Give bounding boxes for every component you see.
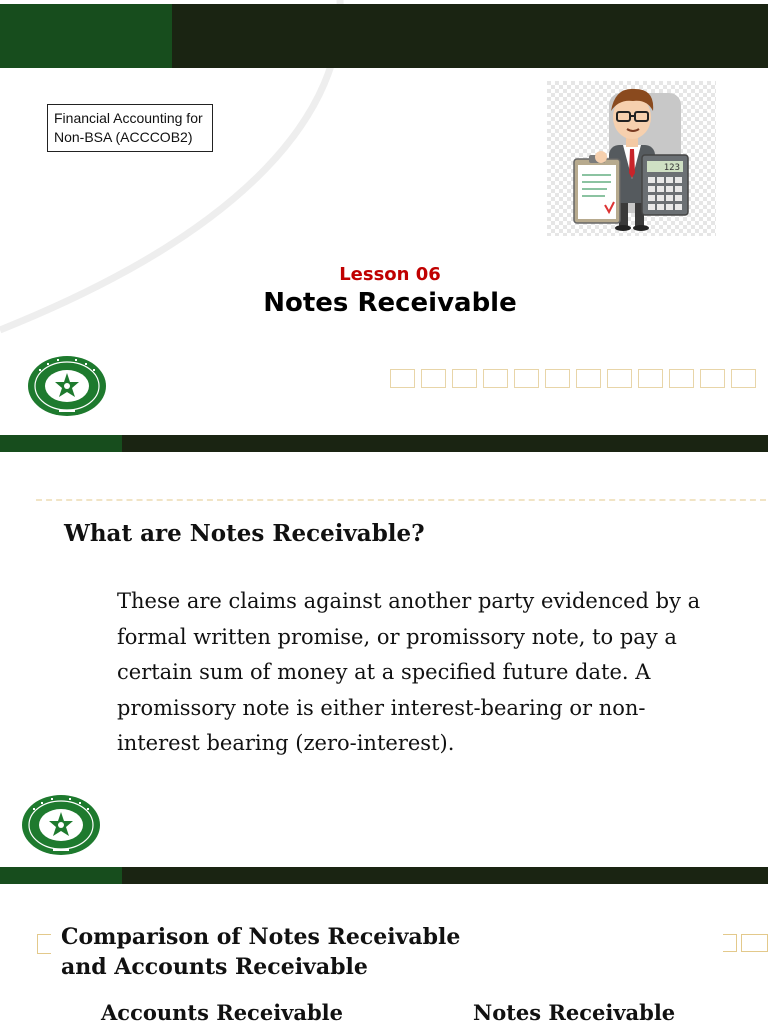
decorative-bracket	[723, 934, 737, 952]
slide-title: What are Notes Receivable?	[64, 520, 425, 547]
title-slide	[0, 0, 768, 452]
top-banner	[0, 4, 768, 68]
definition-text	[117, 584, 737, 762]
definition-line: promissory note is either interest-bearing or non-	[117, 695, 646, 720]
course-name-line2: Non-BSA (ACCCOB2)	[54, 129, 193, 145]
definition-line: interest bearing (zero-interest).	[117, 731, 455, 755]
course-name-line1: Financial Accounting for	[54, 110, 203, 126]
calculator-display: 123	[663, 163, 680, 173]
slide-title	[61, 922, 460, 982]
slide-title-line1: Comparison of Notes Receivable	[61, 924, 461, 950]
accountant-illustration-icon	[547, 81, 716, 236]
column-header-accounts-receivable: Accounts Receivable	[101, 1000, 344, 1024]
decorative-dashes	[36, 499, 766, 501]
course-label-box	[47, 104, 213, 152]
comparison-slide	[0, 884, 768, 1024]
lesson-number: Lesson 06	[339, 264, 441, 285]
definition-line: formal written promise, or promissory note, to pay a	[117, 624, 677, 649]
column-header-notes-receivable: Notes Receivable	[473, 1000, 676, 1024]
decorative-bracket	[37, 934, 51, 954]
bottom-banner	[0, 867, 768, 884]
university-seal-icon	[21, 794, 101, 856]
definition-line: These are claims against another party evidenced by a	[117, 589, 701, 613]
decorative-squares	[390, 369, 756, 388]
definition-line: certain sum of money at a specified future date. A	[117, 660, 651, 684]
university-seal-icon	[27, 355, 107, 417]
definition-slide	[0, 452, 768, 884]
decorative-square	[741, 934, 768, 952]
lesson-title: Notes Receivable	[263, 288, 517, 318]
bottom-banner	[0, 435, 768, 452]
slide-title-line2: and Accounts Receivable	[61, 954, 368, 980]
